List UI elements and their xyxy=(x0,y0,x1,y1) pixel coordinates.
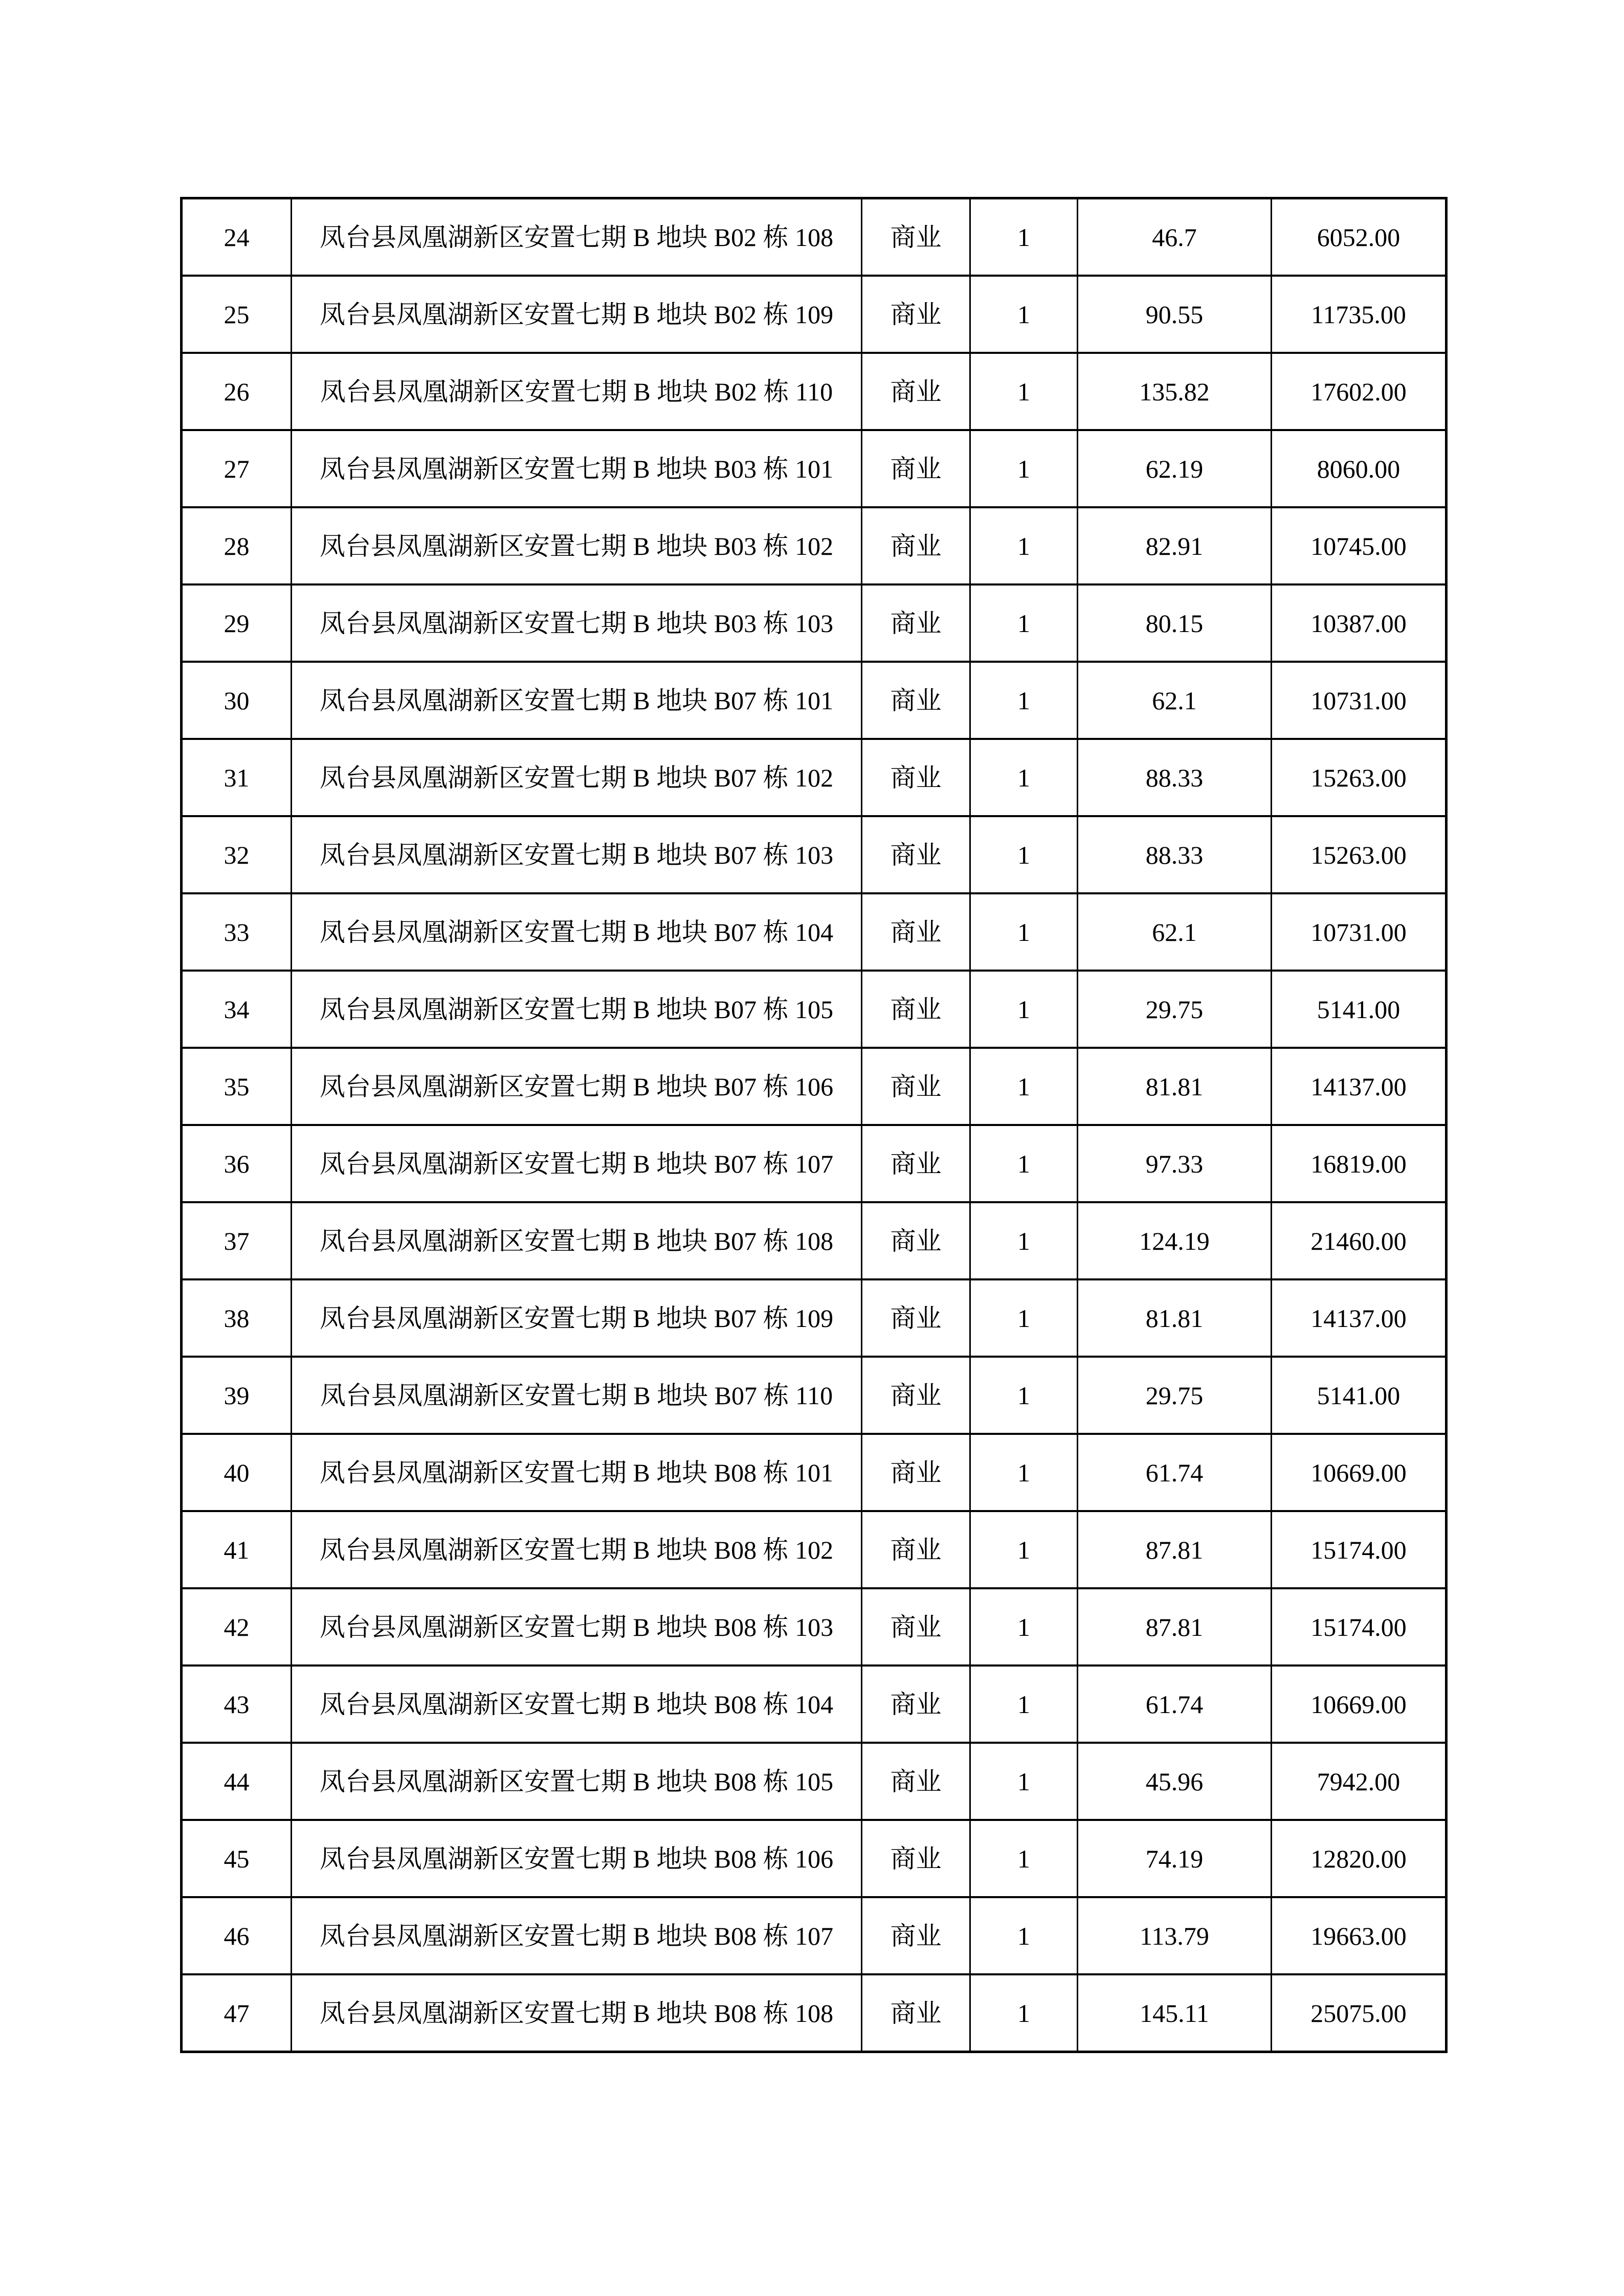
amount-cell: 14137.00 xyxy=(1272,1048,1447,1125)
row-number-cell: 38 xyxy=(182,1279,292,1357)
row-number-cell: 37 xyxy=(182,1202,292,1279)
address-cell: 凤台县凤凰湖新区安置七期 B 地块 B07 栋 102 xyxy=(292,739,862,816)
table-row xyxy=(182,1820,1447,1897)
row-number-cell: 31 xyxy=(182,739,292,816)
unit-count-cell: 1 xyxy=(970,816,1078,893)
usage-cell: 商业 xyxy=(862,1588,970,1665)
area-cell: 61.74 xyxy=(1078,1665,1272,1743)
amount-cell: 10669.00 xyxy=(1272,1665,1447,1743)
area-cell: 62.1 xyxy=(1078,893,1272,971)
units-table xyxy=(180,197,1448,2053)
usage-cell: 商业 xyxy=(862,1279,970,1357)
row-number-cell: 33 xyxy=(182,893,292,971)
table-row xyxy=(182,1588,1447,1665)
usage-cell: 商业 xyxy=(862,893,970,971)
unit-count-cell: 1 xyxy=(970,353,1078,430)
area-cell: 81.81 xyxy=(1078,1279,1272,1357)
address-cell: 凤台县凤凰湖新区安置七期 B 地块 B02 栋 109 xyxy=(292,276,862,353)
area-cell: 62.1 xyxy=(1078,662,1272,739)
row-number-cell: 27 xyxy=(182,430,292,507)
row-number-cell: 35 xyxy=(182,1048,292,1125)
row-number-cell: 42 xyxy=(182,1588,292,1665)
table-row xyxy=(182,1048,1447,1125)
address-cell: 凤台县凤凰湖新区安置七期 B 地块 B02 栋 108 xyxy=(292,198,862,276)
usage-cell: 商业 xyxy=(862,1743,970,1820)
unit-count-cell: 1 xyxy=(970,1743,1078,1820)
amount-cell: 19663.00 xyxy=(1272,1897,1447,1974)
row-number-cell: 29 xyxy=(182,584,292,662)
amount-cell: 15263.00 xyxy=(1272,739,1447,816)
row-number-cell: 47 xyxy=(182,1974,292,2052)
address-cell: 凤台县凤凰湖新区安置七期 B 地块 B08 栋 104 xyxy=(292,1665,862,1743)
table-row xyxy=(182,1665,1447,1743)
row-number-cell: 43 xyxy=(182,1665,292,1743)
address-cell: 凤台县凤凰湖新区安置七期 B 地块 B03 栋 101 xyxy=(292,430,862,507)
row-number-cell: 25 xyxy=(182,276,292,353)
amount-cell: 12820.00 xyxy=(1272,1820,1447,1897)
address-cell: 凤台县凤凰湖新区安置七期 B 地块 B08 栋 103 xyxy=(292,1588,862,1665)
row-number-cell: 34 xyxy=(182,971,292,1048)
unit-count-cell: 1 xyxy=(970,1125,1078,1202)
address-cell: 凤台县凤凰湖新区安置七期 B 地块 B03 栋 103 xyxy=(292,584,862,662)
unit-count-cell: 1 xyxy=(970,739,1078,816)
amount-cell: 15174.00 xyxy=(1272,1511,1447,1588)
row-number-cell: 45 xyxy=(182,1820,292,1897)
table-row xyxy=(182,971,1447,1048)
unit-count-cell: 1 xyxy=(970,893,1078,971)
table-row xyxy=(182,507,1447,584)
area-cell: 81.81 xyxy=(1078,1048,1272,1125)
area-cell: 74.19 xyxy=(1078,1820,1272,1897)
area-cell: 124.19 xyxy=(1078,1202,1272,1279)
address-cell: 凤台县凤凰湖新区安置七期 B 地块 B02 栋 110 xyxy=(292,353,862,430)
usage-cell: 商业 xyxy=(862,816,970,893)
address-cell: 凤台县凤凰湖新区安置七期 B 地块 B08 栋 102 xyxy=(292,1511,862,1588)
table-row xyxy=(182,1974,1447,2052)
amount-cell: 5141.00 xyxy=(1272,1357,1447,1434)
area-cell: 113.79 xyxy=(1078,1897,1272,1974)
area-cell: 80.15 xyxy=(1078,584,1272,662)
area-cell: 88.33 xyxy=(1078,739,1272,816)
usage-cell: 商业 xyxy=(862,353,970,430)
table-row xyxy=(182,893,1447,971)
unit-count-cell: 1 xyxy=(970,430,1078,507)
unit-count-cell: 1 xyxy=(970,584,1078,662)
amount-cell: 16819.00 xyxy=(1272,1125,1447,1202)
address-cell: 凤台县凤凰湖新区安置七期 B 地块 B07 栋 106 xyxy=(292,1048,862,1125)
table-row xyxy=(182,353,1447,430)
row-number-cell: 26 xyxy=(182,353,292,430)
area-cell: 135.82 xyxy=(1078,353,1272,430)
row-number-cell: 30 xyxy=(182,662,292,739)
address-cell: 凤台县凤凰湖新区安置七期 B 地块 B07 栋 104 xyxy=(292,893,862,971)
usage-cell: 商业 xyxy=(862,1665,970,1743)
usage-cell: 商业 xyxy=(862,276,970,353)
area-cell: 82.91 xyxy=(1078,507,1272,584)
unit-count-cell: 1 xyxy=(970,1974,1078,2052)
address-cell: 凤台县凤凰湖新区安置七期 B 地块 B07 栋 107 xyxy=(292,1125,862,1202)
row-number-cell: 39 xyxy=(182,1357,292,1434)
usage-cell: 商业 xyxy=(862,584,970,662)
address-cell: 凤台县凤凰湖新区安置七期 B 地块 B07 栋 109 xyxy=(292,1279,862,1357)
area-cell: 88.33 xyxy=(1078,816,1272,893)
unit-count-cell: 1 xyxy=(970,1897,1078,1974)
table-row xyxy=(182,816,1447,893)
area-cell: 97.33 xyxy=(1078,1125,1272,1202)
usage-cell: 商业 xyxy=(862,1434,970,1511)
amount-cell: 15174.00 xyxy=(1272,1588,1447,1665)
amount-cell: 6052.00 xyxy=(1272,198,1447,276)
table-row xyxy=(182,1279,1447,1357)
row-number-cell: 46 xyxy=(182,1897,292,1974)
address-cell: 凤台县凤凰湖新区安置七期 B 地块 B08 栋 101 xyxy=(292,1434,862,1511)
amount-cell: 21460.00 xyxy=(1272,1202,1447,1279)
unit-count-cell: 1 xyxy=(970,198,1078,276)
usage-cell: 商业 xyxy=(862,1357,970,1434)
amount-cell: 17602.00 xyxy=(1272,353,1447,430)
address-cell: 凤台县凤凰湖新区安置七期 B 地块 B08 栋 106 xyxy=(292,1820,862,1897)
amount-cell: 14137.00 xyxy=(1272,1279,1447,1357)
usage-cell: 商业 xyxy=(862,430,970,507)
area-cell: 45.96 xyxy=(1078,1743,1272,1820)
row-number-cell: 28 xyxy=(182,507,292,584)
address-cell: 凤台县凤凰湖新区安置七期 B 地块 B07 栋 110 xyxy=(292,1357,862,1434)
unit-count-cell: 1 xyxy=(970,1511,1078,1588)
address-cell: 凤台县凤凰湖新区安置七期 B 地块 B08 栋 108 xyxy=(292,1974,862,2052)
usage-cell: 商业 xyxy=(862,1820,970,1897)
table-row xyxy=(182,1511,1447,1588)
amount-cell: 25075.00 xyxy=(1272,1974,1447,2052)
area-cell: 145.11 xyxy=(1078,1974,1272,2052)
usage-cell: 商业 xyxy=(862,507,970,584)
area-cell: 62.19 xyxy=(1078,430,1272,507)
usage-cell: 商业 xyxy=(862,1897,970,1974)
usage-cell: 商业 xyxy=(862,662,970,739)
usage-cell: 商业 xyxy=(862,1511,970,1588)
unit-count-cell: 1 xyxy=(970,662,1078,739)
table-row xyxy=(182,1202,1447,1279)
table-row xyxy=(182,1897,1447,1974)
table-row xyxy=(182,1743,1447,1820)
area-cell: 29.75 xyxy=(1078,971,1272,1048)
table-row xyxy=(182,276,1447,353)
row-number-cell: 44 xyxy=(182,1743,292,1820)
table-row xyxy=(182,1434,1447,1511)
unit-count-cell: 1 xyxy=(970,1048,1078,1125)
table-row xyxy=(182,1357,1447,1434)
area-cell: 87.81 xyxy=(1078,1511,1272,1588)
unit-count-cell: 1 xyxy=(970,276,1078,353)
unit-count-cell: 1 xyxy=(970,1202,1078,1279)
usage-cell: 商业 xyxy=(862,739,970,816)
amount-cell: 10387.00 xyxy=(1272,584,1447,662)
usage-cell: 商业 xyxy=(862,971,970,1048)
row-number-cell: 32 xyxy=(182,816,292,893)
amount-cell: 10731.00 xyxy=(1272,893,1447,971)
amount-cell: 15263.00 xyxy=(1272,816,1447,893)
table-row xyxy=(182,662,1447,739)
area-cell: 29.75 xyxy=(1078,1357,1272,1434)
amount-cell: 10745.00 xyxy=(1272,507,1447,584)
address-cell: 凤台县凤凰湖新区安置七期 B 地块 B07 栋 103 xyxy=(292,816,862,893)
address-cell: 凤台县凤凰湖新区安置七期 B 地块 B08 栋 105 xyxy=(292,1743,862,1820)
amount-cell: 11735.00 xyxy=(1272,276,1447,353)
amount-cell: 10731.00 xyxy=(1272,662,1447,739)
table-row xyxy=(182,739,1447,816)
area-cell: 61.74 xyxy=(1078,1434,1272,1511)
unit-count-cell: 1 xyxy=(970,507,1078,584)
table-body xyxy=(182,198,1447,2052)
unit-count-cell: 1 xyxy=(970,1820,1078,1897)
address-cell: 凤台县凤凰湖新区安置七期 B 地块 B03 栋 102 xyxy=(292,507,862,584)
area-cell: 87.81 xyxy=(1078,1588,1272,1665)
address-cell: 凤台县凤凰湖新区安置七期 B 地块 B08 栋 107 xyxy=(292,1897,862,1974)
unit-count-cell: 1 xyxy=(970,1665,1078,1743)
area-cell: 46.7 xyxy=(1078,198,1272,276)
unit-count-cell: 1 xyxy=(970,971,1078,1048)
row-number-cell: 24 xyxy=(182,198,292,276)
usage-cell: 商业 xyxy=(862,198,970,276)
amount-cell: 8060.00 xyxy=(1272,430,1447,507)
address-cell: 凤台县凤凰湖新区安置七期 B 地块 B07 栋 105 xyxy=(292,971,862,1048)
table-row xyxy=(182,430,1447,507)
usage-cell: 商业 xyxy=(862,1125,970,1202)
amount-cell: 5141.00 xyxy=(1272,971,1447,1048)
row-number-cell: 41 xyxy=(182,1511,292,1588)
address-cell: 凤台县凤凰湖新区安置七期 B 地块 B07 栋 101 xyxy=(292,662,862,739)
row-number-cell: 40 xyxy=(182,1434,292,1511)
unit-count-cell: 1 xyxy=(970,1434,1078,1511)
area-cell: 90.55 xyxy=(1078,276,1272,353)
table-row xyxy=(182,584,1447,662)
unit-count-cell: 1 xyxy=(970,1279,1078,1357)
usage-cell: 商业 xyxy=(862,1048,970,1125)
amount-cell: 7942.00 xyxy=(1272,1743,1447,1820)
table-row xyxy=(182,198,1447,276)
address-cell: 凤台县凤凰湖新区安置七期 B 地块 B07 栋 108 xyxy=(292,1202,862,1279)
amount-cell: 10669.00 xyxy=(1272,1434,1447,1511)
table-row xyxy=(182,1125,1447,1202)
row-number-cell: 36 xyxy=(182,1125,292,1202)
unit-count-cell: 1 xyxy=(970,1588,1078,1665)
unit-count-cell: 1 xyxy=(970,1357,1078,1434)
usage-cell: 商业 xyxy=(862,1202,970,1279)
usage-cell: 商业 xyxy=(862,1974,970,2052)
